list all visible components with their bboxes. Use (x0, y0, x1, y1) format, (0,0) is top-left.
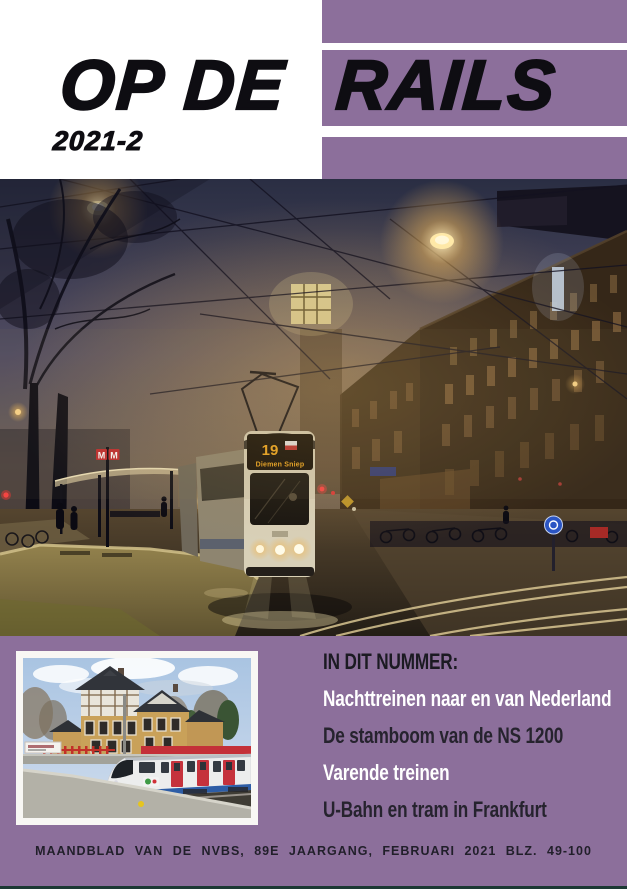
train-logo (143, 777, 159, 786)
yellow-marker (138, 801, 144, 807)
masthead-band-bottom (322, 137, 627, 179)
issue-number: 2021-2 (51, 126, 145, 156)
mast (123, 694, 126, 754)
magazine-title-part2: RAILS (333, 46, 560, 124)
contents-item: De stamboom van de NS 1200 (323, 723, 564, 748)
contents-item: Nachttreinen naar en van Nederland (323, 686, 612, 711)
contents-item: U-Bahn en tram in Frankfurt (323, 797, 547, 822)
imprint-line: MAANDBLAD VAN DE NVBS, 89E JAARGANG, FEBRUARI 2021 BLZ. 49-100 (35, 844, 592, 858)
station-scene (23, 658, 251, 818)
inset-photo-frame (16, 651, 258, 825)
cover-photo-night-tram (0, 179, 627, 636)
night-scene (0, 179, 627, 636)
masthead-band-top (322, 0, 627, 43)
station-name-sign (25, 742, 61, 753)
red-crate (590, 527, 608, 538)
platform-canopy (141, 746, 251, 754)
contents-item: Varende treinen (323, 760, 450, 785)
contents-heading: IN DIT NUMMER: (323, 649, 459, 674)
magazine-title-part1: OP DE (57, 46, 289, 124)
